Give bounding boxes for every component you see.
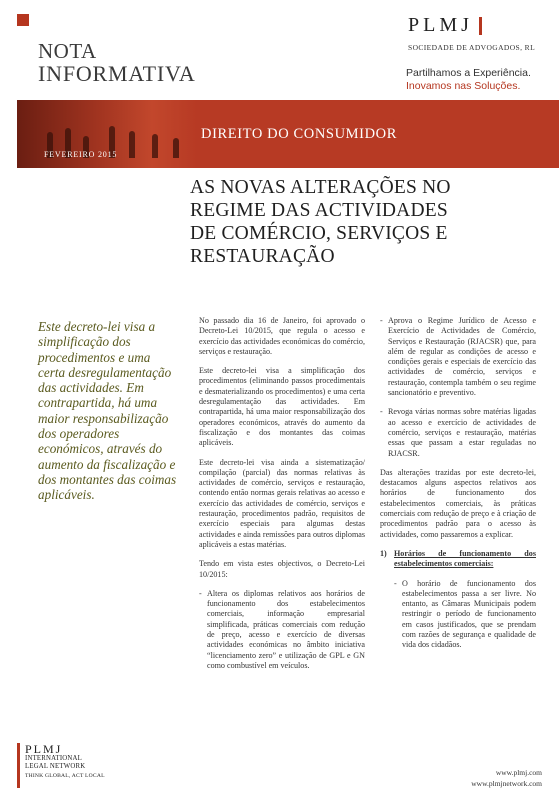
- bullet-text: O horário de funcionamento dos estabelecimentos passa a ser livre. No entanto, as Câmaras Municipais podem restringir o período de funcionamento em casos justificados, que se prendam com razões de segurança e qualidade de vida dos cidadãos.: [402, 578, 536, 650]
- website-link[interactable]: www.plmj.com: [495, 768, 542, 777]
- headline-line: RESTAURAÇÃO: [190, 246, 335, 267]
- body-column-2: [380, 316, 536, 660]
- body-paragraph: Tendo em vista estes objectivos, o Decreto-Lei 10/2015:: [199, 559, 365, 579]
- body-column-1: [199, 316, 365, 680]
- section-heading: [380, 549, 536, 570]
- footer-links: [471, 767, 542, 789]
- bullet-item: [199, 589, 365, 671]
- network-logo: [17, 743, 127, 788]
- document-type-line2: INFORMATIVA: [38, 61, 196, 86]
- bullet-item: [394, 579, 536, 651]
- logo-accent-bar: [17, 743, 20, 788]
- pull-quote: Este decreto-lei visa a simplificação dos procedimentos e uma certa desregulamentação das actividades. Em contrapartida, há uma maior responsabilização dos operadores económicos, através do aumento da fiscalização e dos montantes das coimas aplicáveis.: [38, 319, 177, 503]
- tagline-line1: Partilhamos a Experiência.: [406, 67, 531, 79]
- network-website-link[interactable]: www.plmjnetwork.com: [471, 779, 542, 788]
- firm-name: PLMJ: [408, 14, 473, 36]
- dash-marker: -: [380, 316, 383, 325]
- dash-marker: -: [394, 578, 397, 588]
- headline-line: AS NOVAS ALTERAÇÕES NO: [190, 177, 451, 198]
- logo-accent-bar: [479, 17, 482, 35]
- person-silhouette: [173, 138, 179, 158]
- network-logo-text: [25, 743, 105, 788]
- network-line2: LEGAL NETWORK: [25, 763, 86, 770]
- section-number: 1): [380, 548, 387, 558]
- headline-line: DE COMÉRCIO, SERVIÇOS E: [190, 223, 448, 244]
- bullet-text: Revoga várias normas sobre matérias ligadas ao acesso e exercício de actividades de comércio, serviços e restauração, matérias essas que passam a estar reguladas no RJACSR.: [388, 407, 536, 458]
- dash-marker: -: [380, 407, 383, 417]
- body-paragraph: Este decreto-lei visa ainda a sistematização/ compilação (parcial) das normas relativas às actividades de comércio, serviços e restauração, contendo então normas gerais relativas ao acesso e exercício das actividades de comércio, serviços e restauração, procedimentos padrão, requisitos de exercício especiais para algumas destas actividades e ainda remissões para outros diplomas aplicáveis a estas matérias.: [199, 457, 365, 549]
- article-headline: [190, 176, 540, 268]
- network-tagline: THINK GLOBAL, ACT LOCAL: [25, 773, 105, 779]
- firm-logo: [408, 14, 546, 52]
- tagline-line2: Inovamos nas Soluções.: [406, 80, 521, 92]
- document-type-line1: NOTA: [38, 39, 97, 63]
- network-brand: PLMJ: [25, 742, 63, 756]
- accent-square: [17, 14, 29, 26]
- bullet-text: Altera os diplomas relativos aos horários de funcionamento dos estabelecimentos comerciais, informação empresarial simplificada, práticas comerciais com redução de preço, acesso e exercício de diversas actividades económicas no âmbito iniciativa “licenciamento zero” e utilização de GPL e GN como combustível em veículos.: [207, 588, 365, 670]
- headline-line: REGIME DAS ACTIVIDADES: [190, 200, 448, 221]
- person-silhouette: [129, 131, 135, 158]
- firm-subtitle: SOCIEDADE DE ADVOGADOS, RL: [408, 43, 536, 52]
- bullet-text: Aprova o Regime Jurídico de Acesso e Exercício de Actividades de Comércio, Serviços e Restauração (RJACSR) que, para além de regular as condições de acesso e condições gerais e especiais de exercício das actividades de comércio, serviços e restauração, contempla também o seu regime sancionatório e preventivo.: [388, 316, 536, 398]
- section-heading-text: Horários de funcionamento dos estabelecimentos comerciais:: [394, 548, 536, 569]
- tagline: [406, 67, 531, 93]
- section-title: DIREITO DO CONSUMIDOR: [201, 126, 398, 142]
- network-line1: INTERNATIONAL: [25, 755, 82, 762]
- publication-date: FEVEREIRO 2015: [44, 150, 118, 159]
- firm-name-row: [408, 14, 546, 37]
- bullet-item: [380, 407, 536, 458]
- bullet-item: [380, 316, 536, 398]
- section-banner: [17, 100, 559, 168]
- person-silhouette: [152, 134, 158, 158]
- dash-marker: -: [199, 588, 202, 598]
- sub-bullet-block: [380, 579, 536, 651]
- body-paragraph: No passado dia 16 de Janeiro, foi aprovado o Decreto-Lei 10/2015, que regula o acesso e exercício das actividades económicas do comércio, serviços e restauração.: [199, 316, 365, 356]
- body-paragraph: Este decreto-lei visa a simplificação dos procedimentos (eliminando passos procedimentais e desmaterializando os procedimentos) e uma certa desregulamentação das actividades. Em contrapartida, há uma maior responsabilização dos operadores económicos, através do aumento da fiscalização e dos montantes das coimas aplicáveis.: [199, 366, 365, 448]
- body-paragraph: Das alterações trazidas por este decreto-lei, destacamos alguns aspectos relativos aos horários de funcionamento dos estabelecimentos comerciais, às práticas comerciais com redução de preço e à criação de procedimentos padrão para o acesso às actividades, como passaremos a explicar.: [380, 467, 536, 539]
